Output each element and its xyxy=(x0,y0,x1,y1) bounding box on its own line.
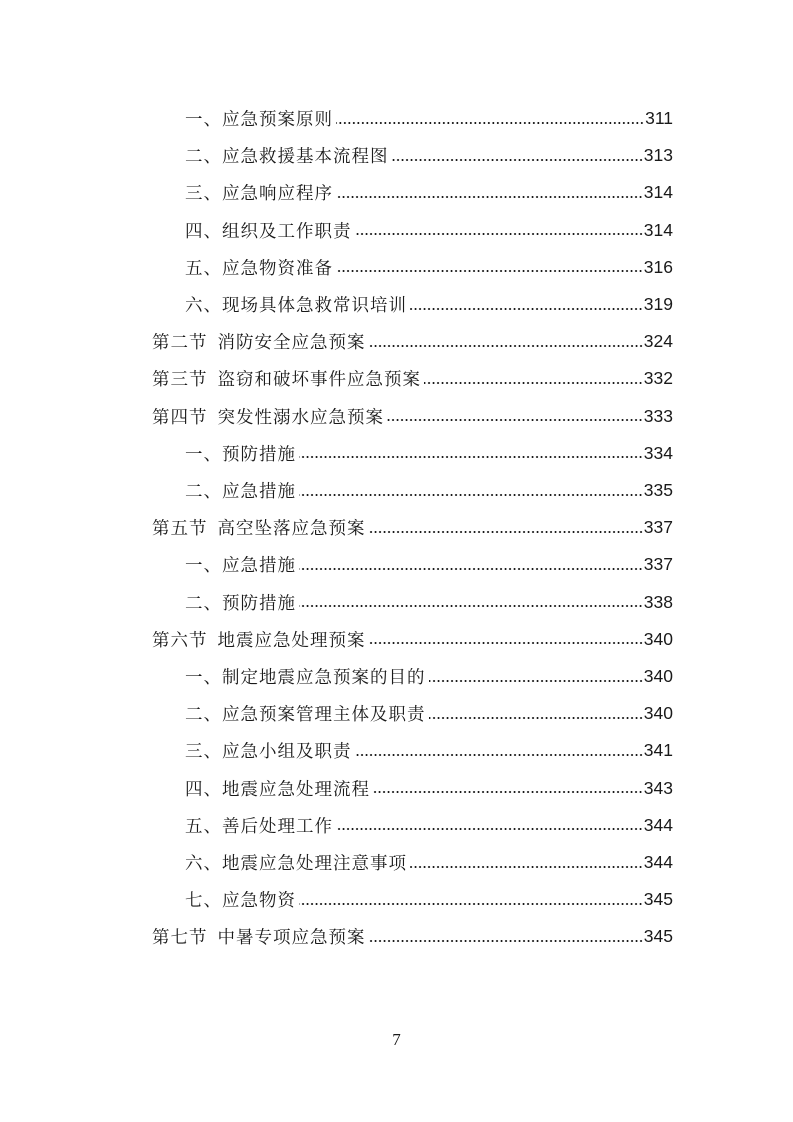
toc-entry-title: 现场具体急救常识培训 xyxy=(222,296,407,316)
toc-entry-page-number: 324 xyxy=(643,331,673,352)
toc-entry-title: 组织及工作职责 xyxy=(222,221,352,242)
toc-entry-label xyxy=(185,887,296,912)
toc-entry-title: 地震应急处理流程 xyxy=(222,779,370,800)
dot-leader xyxy=(429,716,643,720)
toc-subsection-entry[interactable] xyxy=(185,770,673,807)
toc-entry-page-number: 334 xyxy=(643,442,673,463)
toc-entry-title: 中暑专项应急预案 xyxy=(217,928,366,949)
toc-entry-prefix: 三、 xyxy=(185,742,222,763)
toc-subsection-entry[interactable] xyxy=(185,658,673,695)
toc-entry-prefix: 第四节 xyxy=(152,407,208,428)
dot-leader xyxy=(299,567,643,571)
toc-entry-page-number: 337 xyxy=(643,517,673,538)
page-number: 7 xyxy=(392,1030,401,1049)
toc-entry-page-number: 338 xyxy=(643,591,673,612)
toc-entry-page-number: 340 xyxy=(643,666,673,686)
toc-entry-title: 应急预案管理主体及职责 xyxy=(222,705,426,726)
toc-entry-title: 制定地震应急预案的目的 xyxy=(222,668,426,688)
toc-section-entry[interactable] xyxy=(152,918,673,955)
toc-subsection-entry[interactable] xyxy=(185,807,673,844)
toc-subsection-entry[interactable] xyxy=(185,212,673,249)
toc-entry-page-number: 344 xyxy=(643,814,673,835)
toc-entry-prefix: 一、 xyxy=(185,110,222,130)
toc-entry-prefix: 七、 xyxy=(185,891,222,912)
toc-entry-page-number: 337 xyxy=(643,554,673,575)
toc-section-entry[interactable] xyxy=(152,398,673,435)
toc-subsection-entry[interactable] xyxy=(185,881,673,918)
toc-subsection-entry[interactable] xyxy=(185,249,673,286)
toc-entry-title: 突发性溺水应急预案 xyxy=(217,407,384,428)
toc-entry-prefix: 第六节 xyxy=(152,630,208,651)
toc-entry-page-number: 340 xyxy=(643,628,673,649)
toc-entry-title: 盗窃和破坏事件应急预案 xyxy=(217,370,421,391)
toc-entry-label xyxy=(185,292,407,317)
toc-subsection-entry[interactable] xyxy=(185,137,673,174)
toc-entry-page-number: 345 xyxy=(643,926,673,947)
toc-entry-label xyxy=(152,404,384,429)
toc-entry-prefix: 四、 xyxy=(185,779,222,800)
toc-entry-title: 高空坠落应急预案 xyxy=(217,519,366,540)
toc-subsection-entry[interactable] xyxy=(185,844,673,881)
toc-entry-prefix: 五、 xyxy=(185,816,222,837)
toc-entry-prefix: 二、 xyxy=(185,147,222,168)
toc-entry-page-number: 345 xyxy=(643,889,673,910)
dot-leader xyxy=(369,344,643,348)
toc-entry-page-number: 344 xyxy=(643,852,673,872)
toc-subsection-entry[interactable] xyxy=(185,435,673,472)
toc-entry-prefix: 五、 xyxy=(185,258,222,279)
toc-entry-title: 应急物资准备 xyxy=(222,258,333,279)
dot-leader xyxy=(424,381,643,385)
toc-entry-prefix: 一、 xyxy=(185,556,222,577)
toc-entry-page-number: 314 xyxy=(643,182,673,203)
toc-subsection-entry[interactable] xyxy=(185,584,673,621)
dot-leader xyxy=(299,493,643,497)
toc-entry-label xyxy=(152,329,366,354)
toc-entry-page-number: 341 xyxy=(643,740,673,761)
toc-entry-label xyxy=(185,850,407,875)
toc-entry-prefix: 六、 xyxy=(185,296,222,316)
toc-entry-label xyxy=(152,366,421,391)
toc-entry-title: 应急预案原则 xyxy=(222,110,333,130)
dot-leader xyxy=(369,641,643,645)
toc-subsection-entry[interactable] xyxy=(185,286,673,323)
toc-entry-title: 地震应急处理预案 xyxy=(217,630,366,651)
toc-entry-label xyxy=(185,180,333,205)
dot-leader xyxy=(336,195,643,199)
toc-entry-label xyxy=(185,478,296,503)
toc-entry-title: 地震应急处理注意事项 xyxy=(222,854,407,874)
toc-entry-page-number: 340 xyxy=(643,703,673,724)
toc-entry-title: 应急响应程序 xyxy=(222,184,333,205)
dot-leader xyxy=(410,307,643,311)
toc-entry-label xyxy=(185,590,296,615)
toc-entry-prefix: 第七节 xyxy=(152,928,208,949)
toc-entry-title: 消防安全应急预案 xyxy=(217,333,366,354)
dot-leader xyxy=(410,865,643,869)
toc-entry-page-number: 319 xyxy=(643,294,673,314)
toc-subsection-entry[interactable] xyxy=(185,100,673,137)
toc-entry-page-number: 316 xyxy=(643,256,673,277)
toc-entry-label xyxy=(185,106,333,131)
toc-entry-title: 善后处理工作 xyxy=(222,816,333,837)
toc-entry-prefix: 六、 xyxy=(185,854,222,874)
toc-entry-prefix: 第五节 xyxy=(152,519,208,540)
toc-section-entry[interactable] xyxy=(152,621,673,658)
toc-entry-title: 应急小组及职责 xyxy=(222,742,352,763)
dot-leader xyxy=(299,604,643,608)
toc-entry-label xyxy=(152,627,366,652)
toc-entry-label xyxy=(152,924,366,949)
toc-entry-prefix: 二、 xyxy=(185,482,222,502)
toc-entry-prefix: 三、 xyxy=(185,184,222,205)
toc-entry-title: 应急救援基本流程图 xyxy=(222,147,389,168)
dot-leader xyxy=(299,455,643,459)
toc-entry-prefix: 二、 xyxy=(185,705,222,726)
toc-entry-label xyxy=(185,143,389,168)
toc-entry-label xyxy=(185,441,296,466)
toc-entry-page-number: 333 xyxy=(643,405,673,426)
toc-entry-label xyxy=(185,255,333,280)
toc-entry-label xyxy=(185,738,352,763)
dot-leader xyxy=(336,121,644,125)
toc-entry-page-number: 311 xyxy=(645,108,673,128)
dot-leader xyxy=(336,269,643,273)
toc-entry-prefix: 一、 xyxy=(185,444,222,465)
toc-entry-page-number: 332 xyxy=(643,368,673,389)
toc-entry-label xyxy=(185,701,426,726)
toc-entry-prefix: 一、 xyxy=(185,668,222,688)
toc-section-entry[interactable] xyxy=(152,323,673,360)
toc-entry-title: 预防措施 xyxy=(222,593,296,614)
dot-leader xyxy=(355,753,643,757)
dot-leader xyxy=(392,158,643,162)
toc-entry-label xyxy=(185,552,296,577)
toc-subsection-entry[interactable] xyxy=(185,174,673,211)
toc-entry-page-number: 343 xyxy=(643,777,673,798)
toc-entry-page-number: 314 xyxy=(643,219,673,240)
toc-section-entry[interactable] xyxy=(152,360,673,397)
dot-leader xyxy=(355,232,643,236)
toc-entry-title: 应急物资 xyxy=(222,891,296,912)
toc-entry-prefix: 第三节 xyxy=(152,370,208,391)
dot-leader xyxy=(429,679,643,683)
toc-subsection-entry[interactable] xyxy=(185,695,673,732)
toc-entry-title: 应急措施 xyxy=(222,482,296,502)
toc-entry-page-number: 313 xyxy=(643,145,673,166)
dot-leader xyxy=(299,902,643,906)
toc-entry-label xyxy=(185,218,352,243)
toc-entry-label xyxy=(185,664,426,689)
dot-leader xyxy=(387,418,643,422)
dot-leader xyxy=(336,827,643,831)
dot-leader xyxy=(373,790,643,794)
dot-leader xyxy=(369,939,643,943)
toc-entry-prefix: 二、 xyxy=(185,593,222,614)
toc-subsection-entry[interactable] xyxy=(185,472,673,509)
toc-section-entry[interactable] xyxy=(152,509,673,546)
toc-entry-prefix: 四、 xyxy=(185,221,222,242)
toc-subsection-entry[interactable] xyxy=(185,732,673,769)
toc-entry-page-number: 335 xyxy=(643,480,673,500)
toc-entry-title: 预防措施 xyxy=(222,444,296,465)
toc-entry-prefix: 第二节 xyxy=(152,333,208,354)
toc-entry-label xyxy=(185,776,370,801)
dot-leader xyxy=(369,530,643,534)
toc-entry-label xyxy=(185,813,333,838)
toc-subsection-entry[interactable] xyxy=(185,546,673,583)
toc-entry-title: 应急措施 xyxy=(222,556,296,577)
toc-entry-label xyxy=(152,515,366,540)
